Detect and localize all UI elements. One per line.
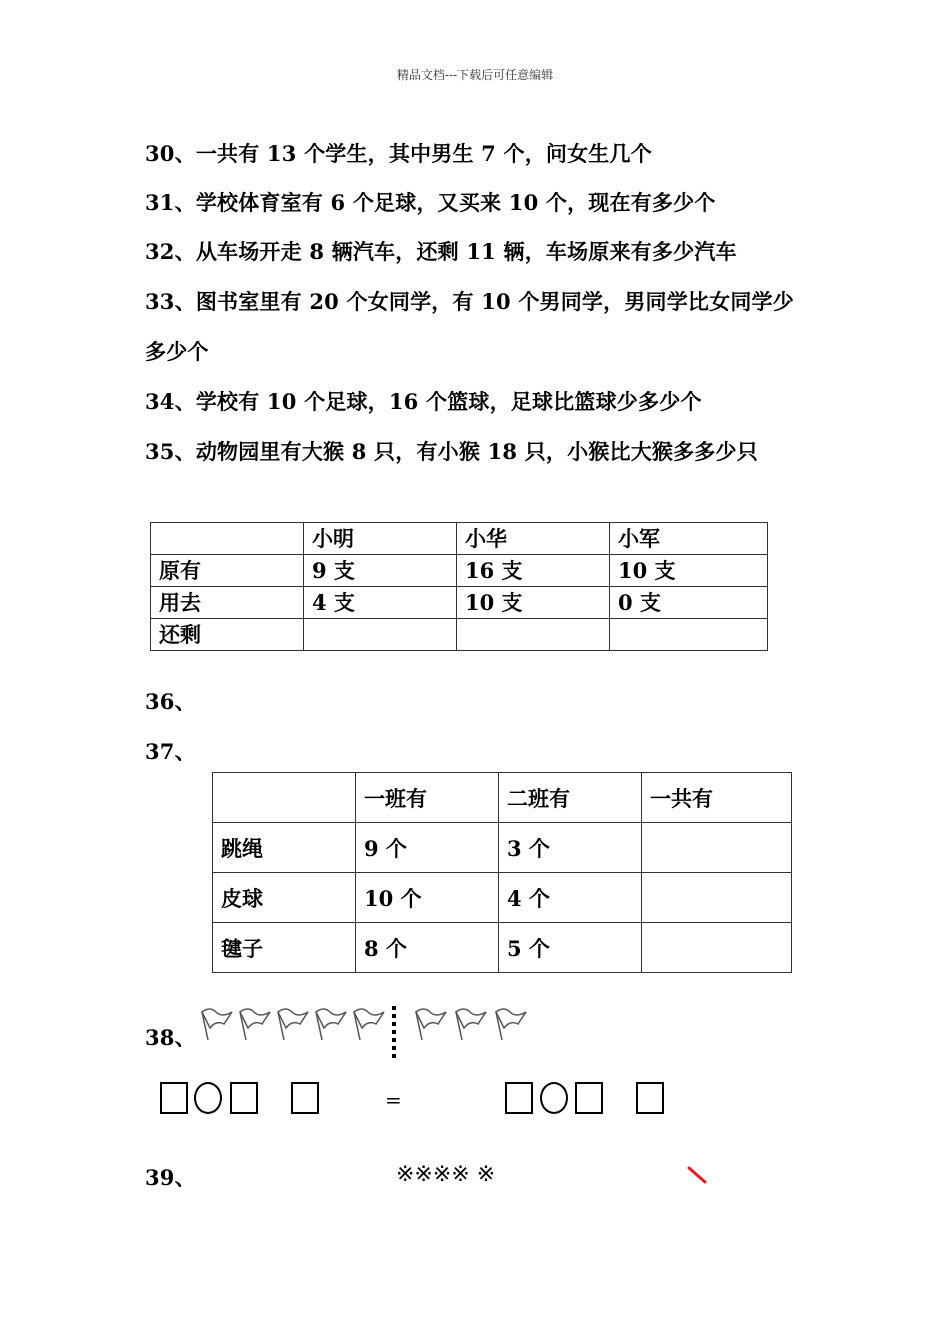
table-row	[151, 619, 768, 651]
table-answer-cell[interactable]	[642, 823, 792, 873]
table-cell	[151, 523, 304, 555]
table-cell: 5 个	[499, 923, 642, 973]
answer-box[interactable]	[291, 1082, 319, 1114]
table-row	[213, 923, 792, 973]
question-38: 38、	[145, 1025, 196, 1050]
flag-icon	[202, 1009, 232, 1040]
answer-box[interactable]	[230, 1082, 258, 1114]
table-cell: 10 个	[356, 873, 499, 923]
table-header-cell: 小明	[304, 523, 457, 555]
table-cell: 4 支	[304, 587, 457, 619]
question-33-cont: 多少个	[145, 339, 209, 364]
table-cell	[213, 773, 356, 823]
question-39: 39、	[145, 1165, 196, 1190]
table-row	[213, 823, 792, 873]
flag-icon	[456, 1009, 486, 1040]
table-row	[151, 523, 768, 555]
table-row	[213, 873, 792, 923]
pencil-table	[150, 522, 768, 651]
flags-illustration	[196, 1004, 536, 1064]
question-30: 30、一共有 13 个学生，其中男生 7 个，问女生几个	[145, 141, 652, 166]
answer-box[interactable]	[160, 1082, 188, 1114]
flag-icon	[416, 1009, 446, 1040]
table-cell: 4 个	[499, 873, 642, 923]
table-header-cell: 小华	[457, 523, 610, 555]
table-row-label: 用去	[151, 587, 304, 619]
question-36: 36、	[145, 689, 196, 714]
question-32: 32、从车场开走 8 辆汽车，还剩 11 辆，车场原来有多少汽车	[145, 239, 737, 264]
class-items-table	[212, 772, 792, 973]
table-row-label: 毽子	[213, 923, 356, 973]
table-row-label: 跳绳	[213, 823, 356, 873]
table-row	[151, 555, 768, 587]
question-31: 31、学校体育室有 6 个足球，又买来 10 个，现在有多少个	[145, 190, 716, 215]
table-header-cell: 二班有	[499, 773, 642, 823]
page-header: 精品文档---下载后可任意编辑	[396, 68, 554, 82]
answer-box[interactable]	[505, 1082, 533, 1114]
table-header-cell: 一共有	[642, 773, 792, 823]
table-cell: 9 支	[304, 555, 457, 587]
table-cell: 16 支	[457, 555, 610, 587]
table-answer-cell[interactable]	[642, 873, 792, 923]
operator-circle[interactable]	[540, 1082, 568, 1114]
question-34: 34、学校有 10 个足球，16 个篮球，足球比篮球少多少个	[145, 389, 702, 414]
flag-icon	[354, 1009, 384, 1040]
table-row-label: 原有	[151, 555, 304, 587]
flag-icon	[496, 1009, 526, 1040]
flag-icon	[240, 1009, 270, 1040]
table-row-label: 皮球	[213, 873, 356, 923]
red-check-mark	[686, 1166, 708, 1184]
question-35: 35、动物园里有大猴 8 只，有小猴 18 只，小猴比大猴多多少只	[145, 439, 758, 464]
table-answer-cell[interactable]	[457, 619, 610, 651]
table-cell: 10 支	[457, 587, 610, 619]
table-row	[213, 773, 792, 823]
question-33: 33、图书室里有 20 个女同学，有 10 个男同学，男同学比女同学少	[145, 289, 794, 314]
question-37: 37、	[145, 739, 196, 764]
answer-box[interactable]	[575, 1082, 603, 1114]
table-cell: 0 支	[610, 587, 768, 619]
table-header-cell: 一班有	[356, 773, 499, 823]
operator-circle[interactable]	[194, 1082, 222, 1114]
answer-box[interactable]	[636, 1082, 664, 1114]
flag-icon	[278, 1009, 308, 1040]
table-answer-cell[interactable]	[610, 619, 768, 651]
table-answer-cell[interactable]	[642, 923, 792, 973]
table-answer-cell[interactable]	[304, 619, 457, 651]
flag-icon	[316, 1009, 346, 1040]
star-symbols: ※※※※ ※	[396, 1162, 496, 1187]
equals-sign: =	[385, 1088, 402, 1112]
table-row	[151, 587, 768, 619]
table-cell: 9 个	[356, 823, 499, 873]
table-row-label: 还剩	[151, 619, 304, 651]
table-cell: 3 个	[499, 823, 642, 873]
table-cell: 10 支	[610, 555, 768, 587]
table-cell: 8 个	[356, 923, 499, 973]
table-header-cell: 小军	[610, 523, 768, 555]
